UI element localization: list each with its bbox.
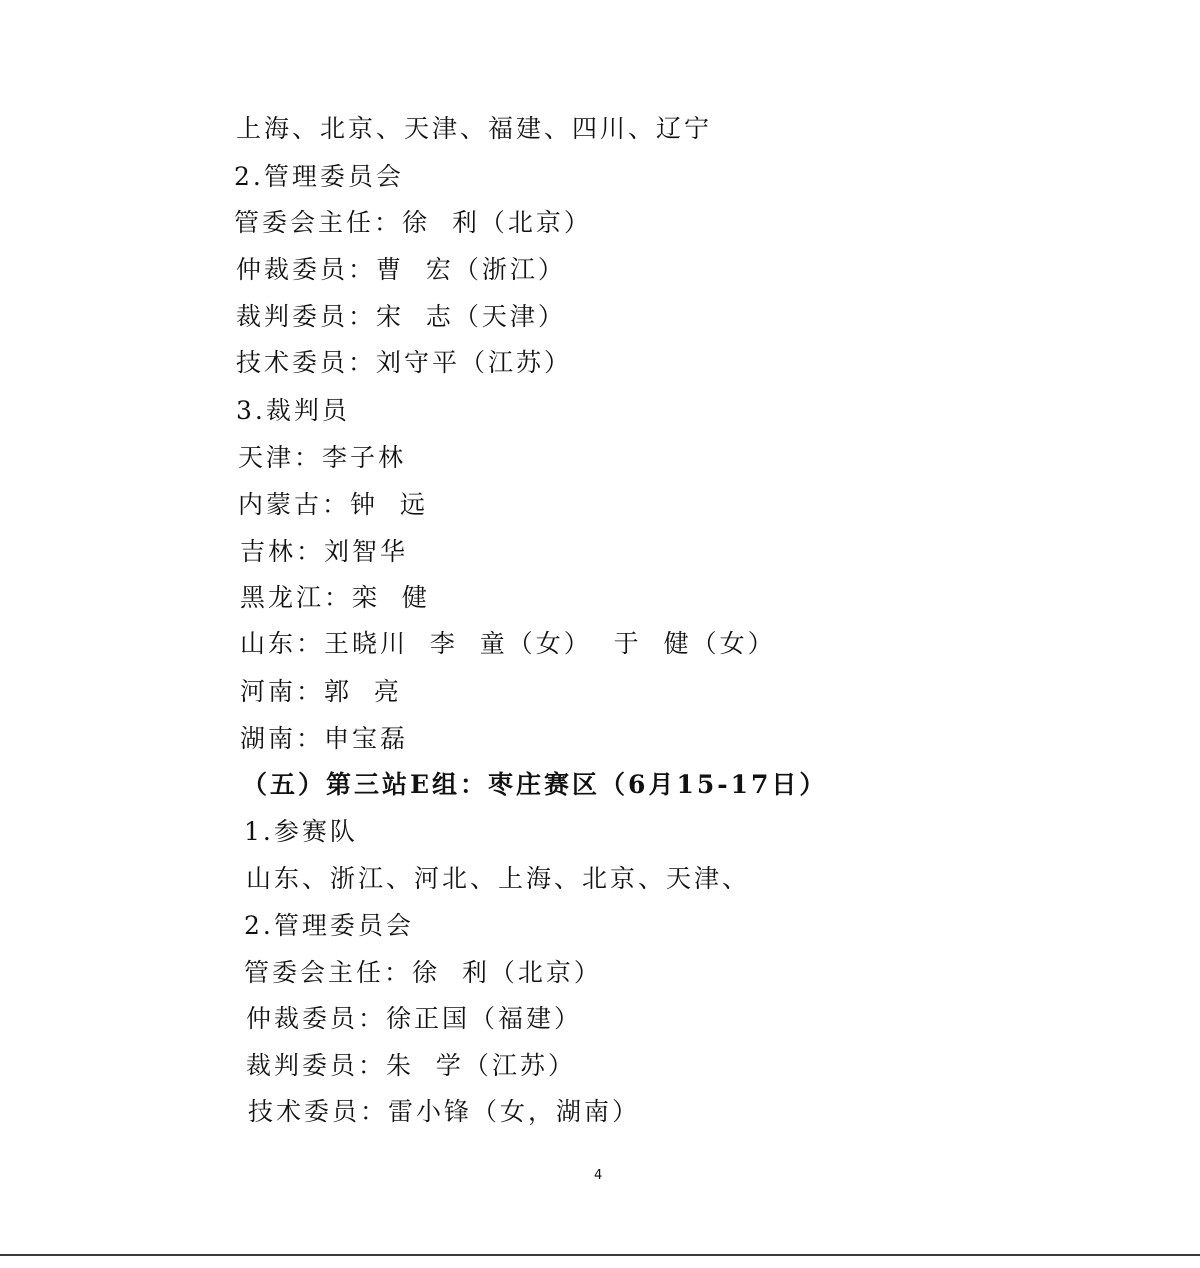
text-line-referee-henan: 河南：郭 亮 [240, 677, 402, 706]
section-heading-referees: 3.裁判员 [236, 396, 350, 425]
section-heading-management-committee-2: 2.管理委员会 [244, 911, 414, 940]
text-line-referee-jilin: 吉林：刘智华 [240, 537, 409, 566]
text-line-technical-member: 技术委员：刘守平（江苏） [236, 348, 573, 377]
text-line-referee-hunan: 湖南：申宝磊 [240, 724, 409, 753]
text-line-referee-neimenggu: 内蒙古：钟 远 [238, 490, 428, 519]
text-line-committee-director: 管委会主任：徐 利（北京） [234, 208, 592, 237]
text-line-arbitration-member-2: 仲裁委员：徐正国（福建） [246, 1004, 583, 1033]
text-line-referee-tianjin: 天津：李子林 [238, 443, 407, 472]
text-line-referee-member-2: 裁判委员：朱 学（江苏） [246, 1051, 576, 1080]
text-line-referee-shandong: 山东：王晓川 李 童（女） 于 健（女） [240, 629, 776, 658]
text-line-technical-member-2: 技术委员：雷小锋（女，湖南） [248, 1097, 641, 1126]
text-line-arbitration-member: 仲裁委员：曹 宏（浙江） [236, 255, 566, 284]
section-heading-participating-teams: 1.参赛队 [244, 817, 358, 846]
bottom-divider [0, 1254, 1200, 1256]
text-line-referee-heilongjiang: 黑龙江：栾 健 [240, 583, 430, 612]
text-line-referee-member: 裁判委员：宋 志（天津） [236, 302, 566, 331]
section-heading-management-committee: 2.管理委员会 [234, 162, 404, 191]
page-number: 4 [594, 1168, 603, 1183]
text-line-participating-teams: 山东、浙江、河北、上海、北京、天津、 [246, 864, 751, 893]
text-line-teams-continued: 上海、北京、天津、福建、四川、辽宁 [236, 114, 713, 143]
section-heading-stage-three-group-e: （五）第三站E组：枣庄赛区（6月15-17日） [242, 770, 828, 799]
text-line-committee-director-2: 管委会主任：徐 利（北京） [244, 958, 602, 987]
